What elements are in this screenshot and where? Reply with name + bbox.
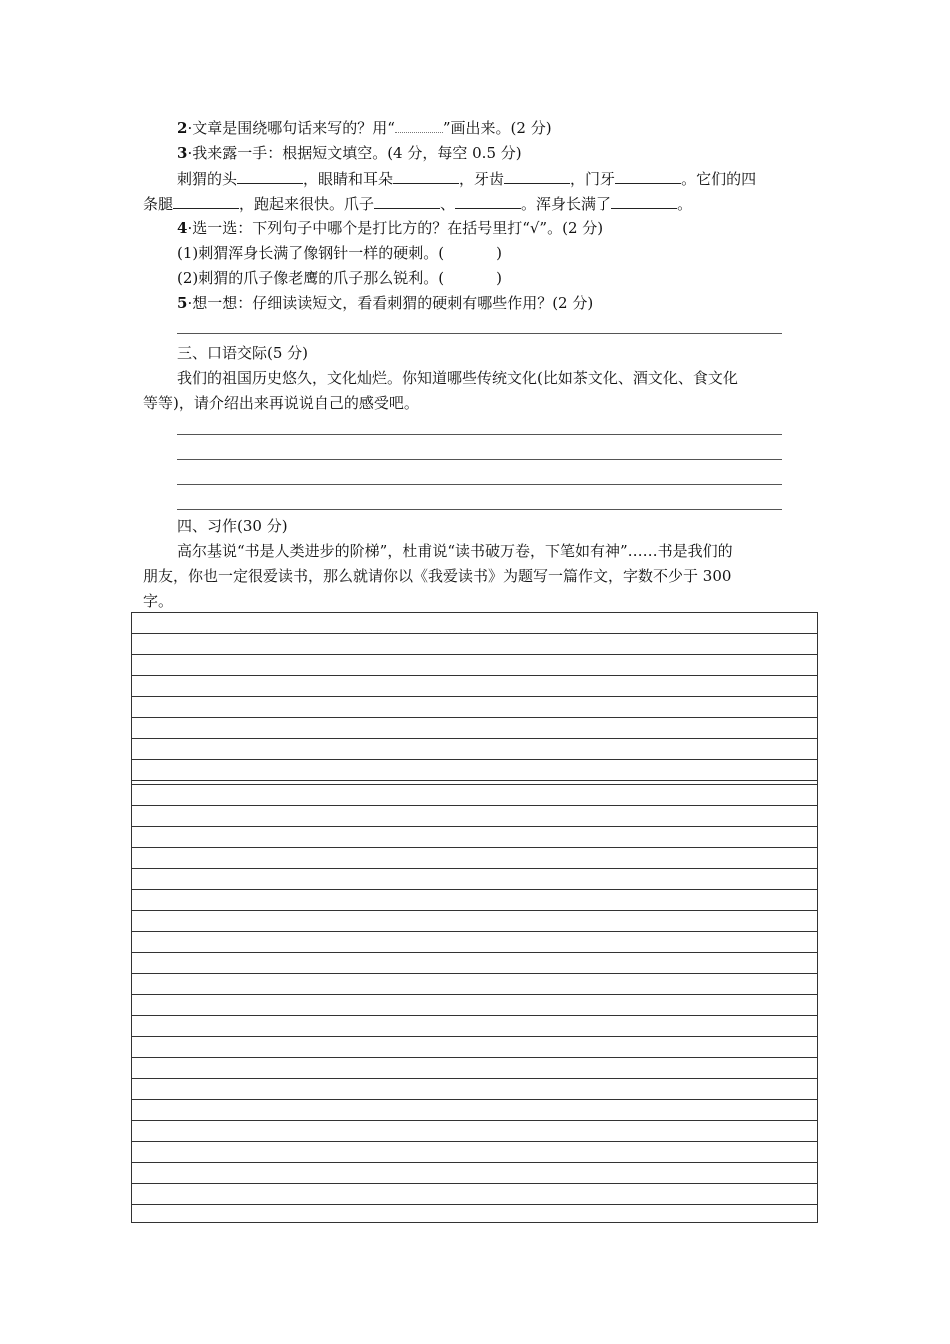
grid-line xyxy=(132,931,817,932)
bracket-close: ) xyxy=(496,269,502,287)
grid-line xyxy=(132,784,817,785)
grid-line xyxy=(132,1015,817,1016)
grid-line xyxy=(132,675,817,676)
fill-text: 。 xyxy=(677,195,693,213)
question-4-option-1 xyxy=(177,243,502,263)
grid-line xyxy=(132,1120,817,1121)
grid-line xyxy=(132,1057,817,1058)
answer-blank[interactable] xyxy=(611,193,677,209)
answer-blank[interactable] xyxy=(374,193,440,209)
question-4-option-2 xyxy=(177,268,502,288)
answer-blank[interactable] xyxy=(615,168,681,184)
section-3-paragraph-line-1: 我们的祖国历史悠久，文化灿烂。你知道哪些传统文化(比如茶文化、酒文化、食文化 xyxy=(177,369,738,387)
writing-grid[interactable] xyxy=(131,612,818,1223)
answer-line[interactable] xyxy=(177,484,782,485)
section-3-paragraph-line-2: 等等)，请介绍出来再说说自己的感受吧。 xyxy=(143,394,419,412)
option-text: (1)刺猬浑身长满了像钢针一样的硬刺。( xyxy=(177,244,445,262)
answer-blank[interactable] xyxy=(504,168,570,184)
grid-line xyxy=(132,1141,817,1142)
grid-line xyxy=(132,847,817,848)
question-text: ·文章是围绕哪句话来写的？用“ xyxy=(187,119,395,137)
grid-line xyxy=(132,1036,817,1037)
question-number: 5 xyxy=(177,294,188,312)
section-4-paragraph-line-1: 高尔基说“书是人类进步的阶梯”，杜甫说“读书破万卷，下笔如有神”……书是我们的 xyxy=(177,542,733,560)
fill-text: 。浑身长满了 xyxy=(521,195,612,213)
option-text: (2)刺猬的爪子像老鹰的爪子那么锐利。( xyxy=(177,269,445,287)
fill-text: 。它们的四 xyxy=(681,170,757,188)
grid-line xyxy=(132,738,817,739)
bracket-close: ) xyxy=(496,244,502,262)
grid-line xyxy=(132,868,817,869)
grid-line xyxy=(132,973,817,974)
answer-blank[interactable] xyxy=(173,193,239,209)
fill-line-2 xyxy=(143,193,692,214)
question-text-end: ”画出来。(2 分) xyxy=(442,119,552,137)
grid-line xyxy=(132,654,817,655)
question-2 xyxy=(177,118,552,138)
answer-line[interactable] xyxy=(177,509,782,510)
fill-text: ，跑起来很快。爪子 xyxy=(239,195,375,213)
grid-line xyxy=(132,633,817,634)
grid-line xyxy=(132,759,817,760)
question-4 xyxy=(177,218,603,238)
section-4-paragraph-line-3: 字。 xyxy=(143,592,174,610)
answer-line[interactable] xyxy=(177,333,782,334)
grid-line xyxy=(132,1162,817,1163)
fill-text: 、 xyxy=(440,195,456,213)
fill-text: ，牙齿 xyxy=(459,170,505,188)
answer-line[interactable] xyxy=(177,434,782,435)
grid-line xyxy=(132,1204,817,1205)
wavy-line-mark xyxy=(395,118,443,133)
answer-line[interactable] xyxy=(177,459,782,460)
fill-text: ，眼睛和耳朵 xyxy=(303,170,394,188)
grid-line xyxy=(132,994,817,995)
answer-blank[interactable] xyxy=(237,168,303,184)
grid-line xyxy=(132,696,817,697)
question-number: 3 xyxy=(177,144,188,162)
question-3 xyxy=(177,143,522,163)
section-4-heading: 四、习作(30 分) xyxy=(177,517,288,535)
question-number: 2 xyxy=(177,119,188,137)
answer-blank[interactable] xyxy=(455,193,521,209)
question-text: ·选一选：下列句子中哪个是打比方的？在括号里打“√”。(2 分) xyxy=(187,219,604,237)
section-3-heading: 三、口语交际(5 分) xyxy=(177,344,309,362)
question-text: ·我来露一手：根据短文填空。(4 分，每空 0.5 分) xyxy=(187,144,522,162)
fill-text: ，门牙 xyxy=(570,170,616,188)
question-5 xyxy=(177,293,593,313)
grid-line xyxy=(132,717,817,718)
grid-line xyxy=(132,889,817,890)
grid-line xyxy=(132,910,817,911)
section-4-paragraph-line-2: 朋友，你也一定很爱读书，那么就请你以《我爱读书》为题写一篇作文，字数不少于 300 xyxy=(143,567,732,585)
answer-blank[interactable] xyxy=(393,168,459,184)
question-number: 4 xyxy=(177,219,188,237)
grid-line xyxy=(132,1099,817,1100)
grid-line xyxy=(132,1078,817,1079)
grid-line xyxy=(132,952,817,953)
grid-line xyxy=(132,1183,817,1184)
fill-text: 刺猬的头 xyxy=(177,170,238,188)
grid-line xyxy=(132,805,817,806)
fill-text: 条腿 xyxy=(143,195,174,213)
grid-line xyxy=(132,780,817,781)
grid-line xyxy=(132,826,817,827)
fill-line-1 xyxy=(177,168,756,189)
question-text: ·想一想：仔细读读短文，看看刺猬的硬刺有哪些作用？(2 分) xyxy=(187,294,594,312)
